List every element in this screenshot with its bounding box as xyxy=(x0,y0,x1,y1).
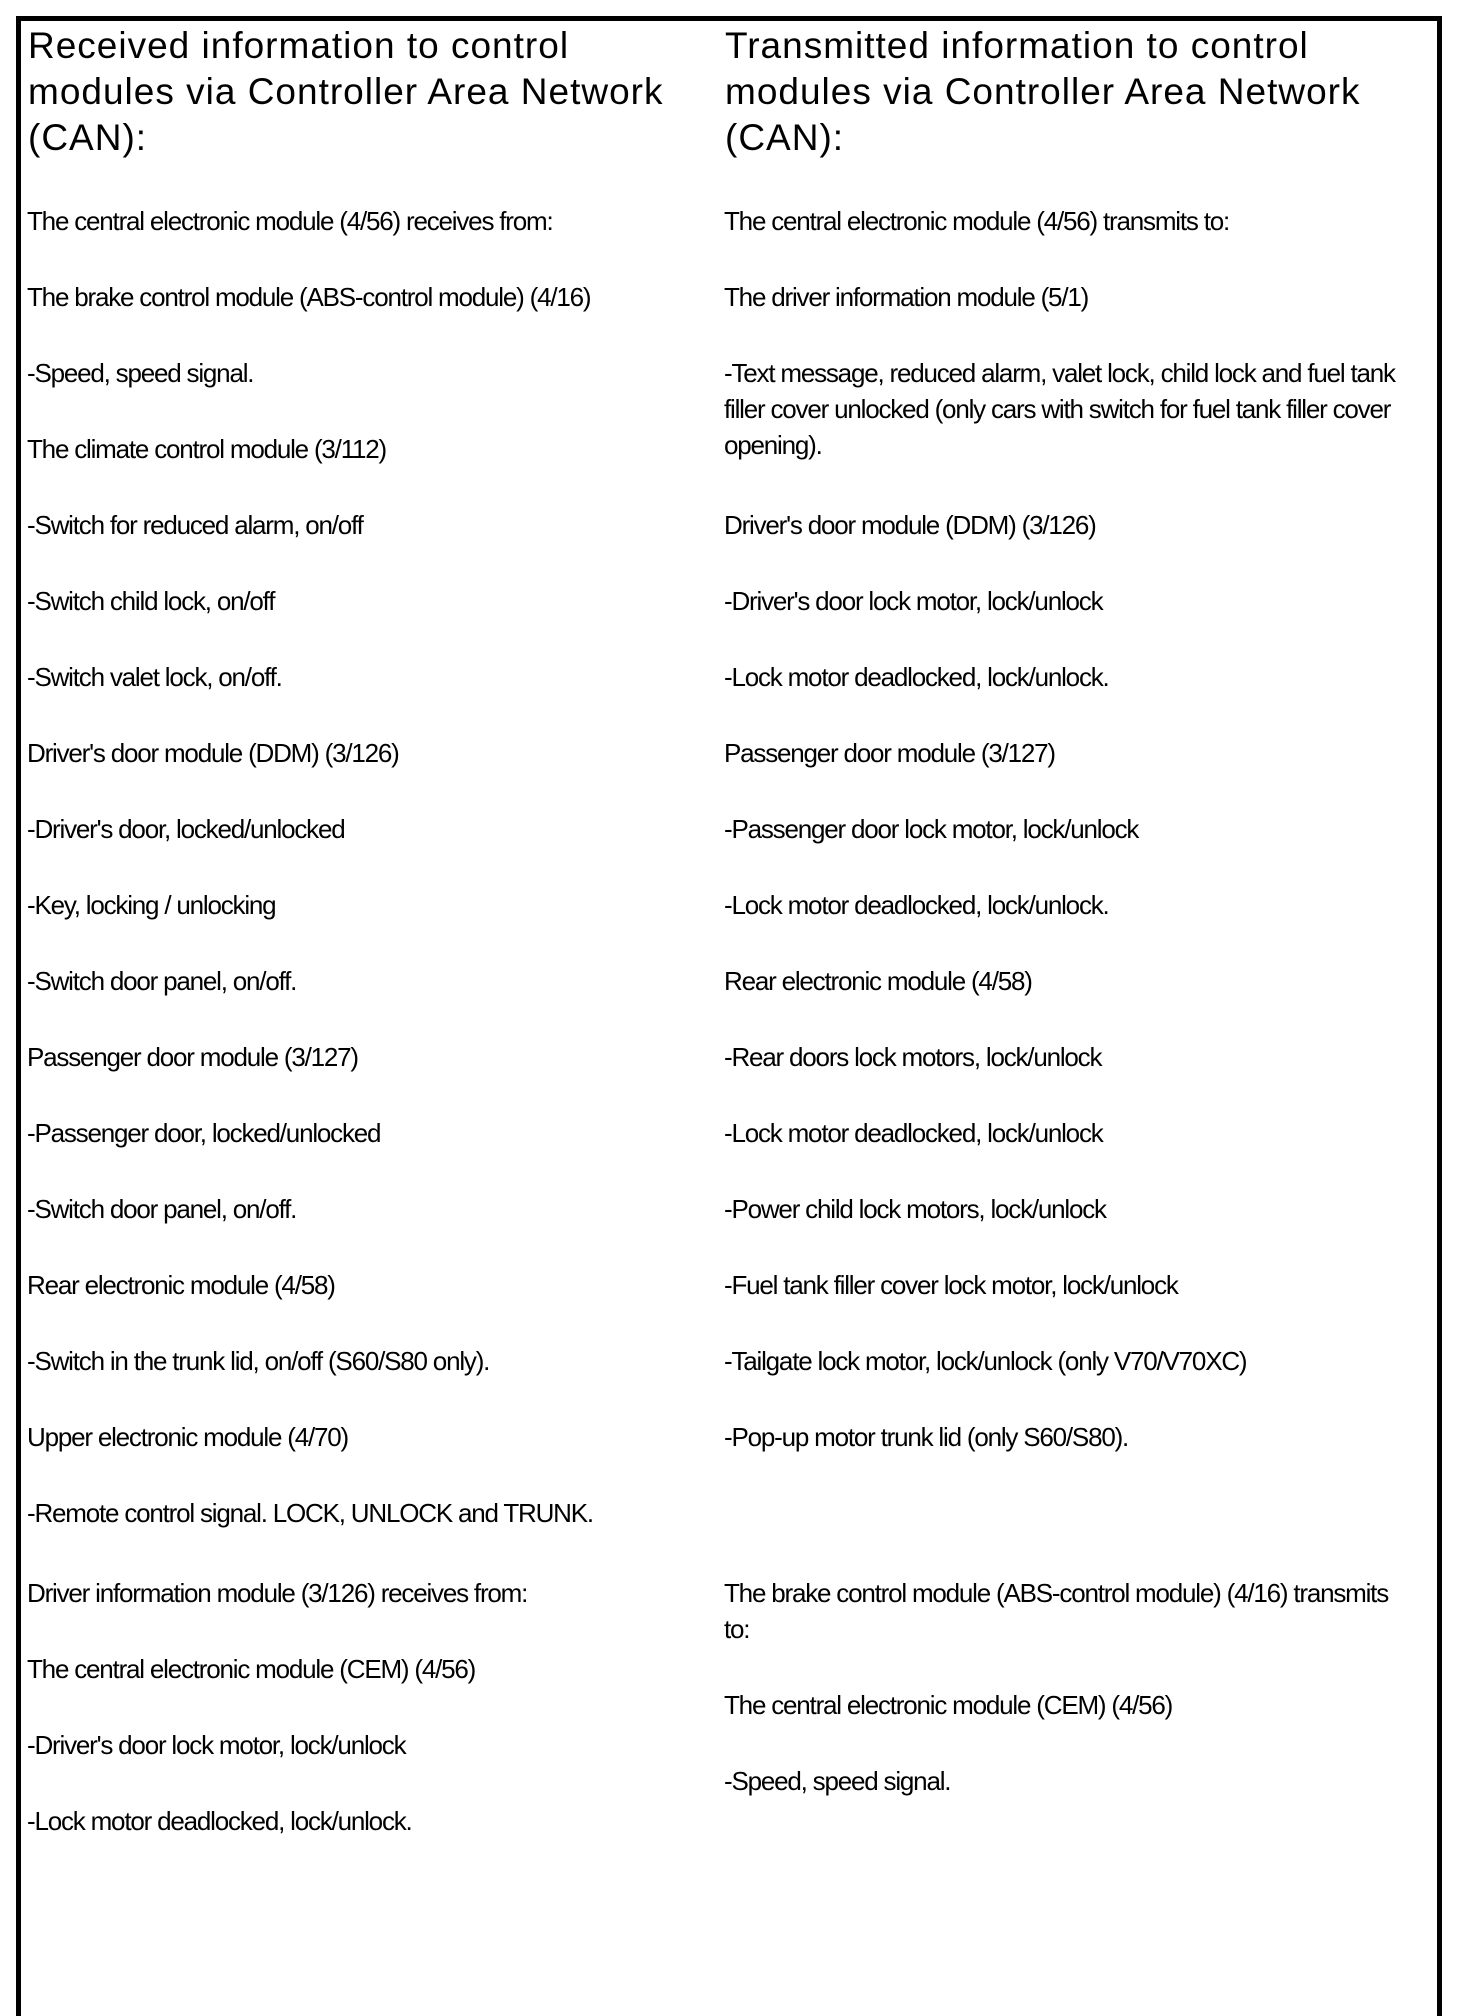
left-line: The brake control module (ABS-control module) (4/16) xyxy=(27,282,591,312)
left-line: -Switch for reduced alarm, on/off xyxy=(27,510,363,540)
left-line: -Remote control signal. LOCK, UNLOCK and TRUNK. xyxy=(27,1498,593,1528)
right-line: Rear electronic module (4/58) xyxy=(724,966,1032,996)
document-frame xyxy=(16,16,1442,2016)
left-line: -Lock motor deadlocked, lock/unlock. xyxy=(27,1806,412,1836)
left-line: Rear electronic module (4/58) xyxy=(27,1270,335,1300)
right-line: Driver's door module (DDM) (3/126) xyxy=(724,510,1096,540)
right-paragraph: The brake control module (ABS-control module) (4/16) transmits to: xyxy=(724,1578,1389,1644)
right-line: The central electronic module (4/56) transmits to: xyxy=(724,206,1230,236)
right-line: -Lock motor deadlocked, lock/unlock. xyxy=(724,890,1109,920)
left-line: -Switch child lock, on/off xyxy=(27,586,275,616)
right-line: -Power child lock motors, lock/unlock xyxy=(724,1194,1106,1224)
right-line: -Speed, speed signal. xyxy=(724,1766,951,1796)
transmitted-heading: Transmitted information to control modules via Controller Area Network (CAN): xyxy=(725,25,1361,158)
right-line: -Tailgate lock motor, lock/unlock (only V70/V70XC) xyxy=(724,1346,1247,1376)
left-line: Upper electronic module (4/70) xyxy=(27,1422,348,1452)
left-line: Driver's door module (DDM) (3/126) xyxy=(27,738,399,768)
left-line: -Switch valet lock, on/off. xyxy=(27,662,282,692)
left-line: -Switch door panel, on/off. xyxy=(27,1194,297,1224)
right-line: The central electronic module (CEM) (4/56) xyxy=(724,1690,1173,1720)
left-line: The climate control module (3/112) xyxy=(27,434,387,464)
left-line: -Switch in the trunk lid, on/off (S60/S80 only). xyxy=(27,1346,490,1376)
right-line: -Pop-up motor trunk lid (only S60/S80). xyxy=(724,1422,1129,1452)
right-line: -Lock motor deadlocked, lock/unlock. xyxy=(724,662,1109,692)
left-line: -Key, locking / unlocking xyxy=(27,890,276,920)
right-line: -Passenger door lock motor, lock/unlock xyxy=(724,814,1139,844)
left-line: -Switch door panel, on/off. xyxy=(27,966,297,996)
right-paragraph: -Text message, reduced alarm, valet lock, child lock and fuel tank filler cover unlocked (only cars with switch for fuel tank filler cover opening). xyxy=(724,358,1395,460)
right-line: -Rear doors lock motors, lock/unlock xyxy=(724,1042,1102,1072)
right-line: -Driver's door lock motor, lock/unlock xyxy=(724,586,1103,616)
right-line: Passenger door module (3/127) xyxy=(724,738,1055,768)
right-line: The driver information module (5/1) xyxy=(724,282,1089,312)
right-line: -Lock motor deadlocked, lock/unlock xyxy=(724,1118,1103,1148)
left-line: -Passenger door, locked/unlocked xyxy=(27,1118,381,1148)
received-heading: Received information to control modules via Controller Area Network (CAN): xyxy=(28,25,664,158)
left-line: Driver information module (3/126) receives from: xyxy=(27,1578,528,1608)
left-line: The central electronic module (4/56) receives from: xyxy=(27,206,553,236)
right-line: -Fuel tank filler cover lock motor, lock/unlock xyxy=(724,1270,1178,1300)
left-line: -Driver's door, locked/unlocked xyxy=(27,814,345,844)
left-line: Passenger door module (3/127) xyxy=(27,1042,358,1072)
left-line: -Speed, speed signal. xyxy=(27,358,254,388)
left-line: -Driver's door lock motor, lock/unlock xyxy=(27,1730,406,1760)
left-line: The central electronic module (CEM) (4/56) xyxy=(27,1654,476,1684)
